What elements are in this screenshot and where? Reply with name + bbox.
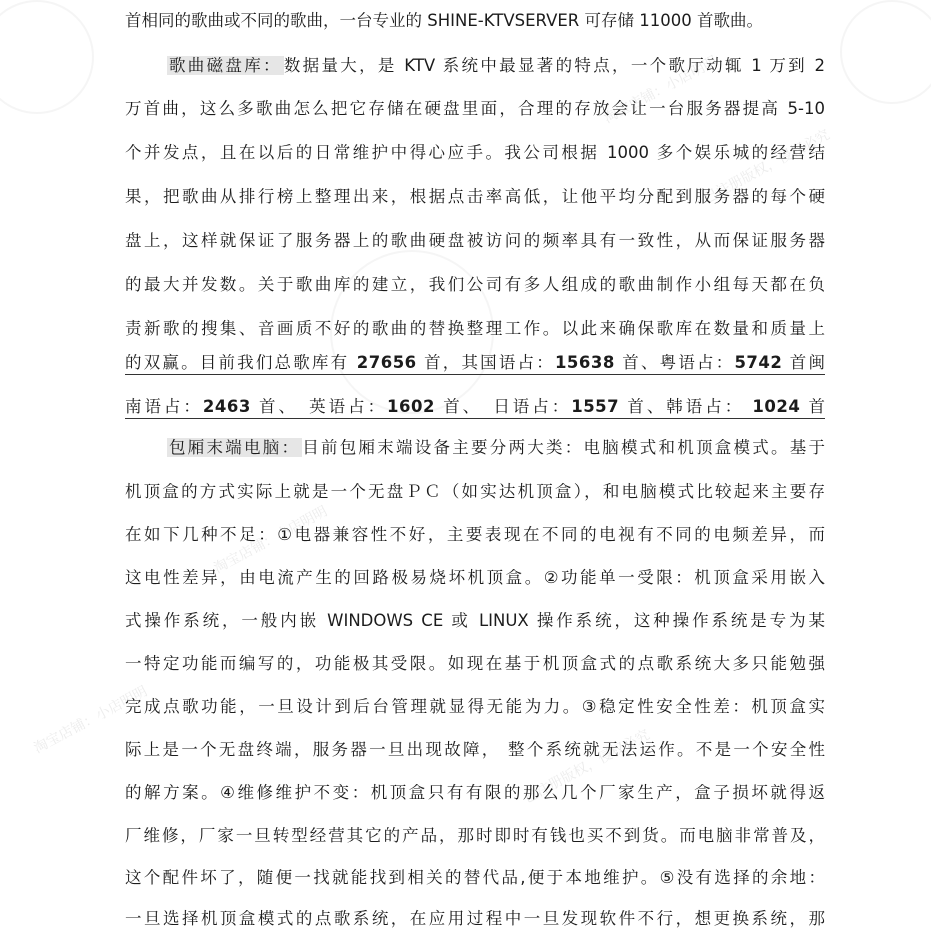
stat-english: 1602 [387, 397, 435, 416]
stat-cantonese: 5742 [734, 353, 783, 372]
text-line: 在如下几种不足：①电器兼容性不好，主要表现在不同的电视有不同的电频差异，而 [125, 525, 825, 544]
text-line: 责新歌的搜集、音画质不好的歌曲的替换整理工作。以此来确保歌库在数量和质量上 [125, 319, 825, 338]
stats-line [125, 396, 825, 419]
text-span: 首、韩语占： [619, 397, 753, 416]
watermark-logo [0, 0, 94, 114]
text-span: 首、 日语占： [434, 397, 572, 416]
text-span: 首闽 [782, 353, 825, 372]
text-line: 式操作系统，一般内嵌 WINDOWS CE 或 LINUX 操作系统，这种操作系统是专为某 [125, 611, 825, 630]
watermark-text: 淘宝店铺：小店明明 [601, 53, 721, 127]
text-line: 机顶盒的方式实际上就是一个无盘ＰＣ（如实达机顶盒），和电脑模式比较起来主要存 [125, 482, 825, 501]
text-span: 首，其国语占： [416, 353, 555, 372]
stat-korean: 1024 [752, 397, 801, 416]
text-span: 南语占： [125, 397, 203, 416]
text-line: 际上是一个无盘终端，服务器一旦出现故障， 整个系统就无法运作。不是一个安全性 [125, 740, 825, 759]
text-line: 的最大并发数。关于歌曲库的建立，我们公司有多人组成的歌曲制作小组每天都在负 [125, 275, 825, 294]
text-line: 一特定功能而编写的，功能极其受限。如现在基于机顶盒式的点歌系统大多只能勉强 [125, 654, 825, 673]
text-line [167, 437, 825, 459]
watermark-text: 已注册版权，侵权必究 [701, 126, 833, 207]
text-line: 首相同的歌曲或不同的歌曲，一台专业的 SHINE-KTVSERVER 可存储 11000 首歌曲。 [125, 11, 763, 30]
text-span: 的双赢。目前我们总歌库有 [125, 353, 357, 372]
text-line: 盘上，这样就保证了服务器上的歌曲硬盘被访问的频率具有一致性，从而保证服务器 [125, 231, 825, 250]
text-line: 个并发点，且在以后的日常维护中得心应手。我公司根据 1000 多个娱乐城的经营结 [125, 143, 825, 162]
text-line: 果，把歌曲从排行榜上整理出来，根据点击率高低，让他平均分配到服务器的每个硬 [125, 187, 825, 206]
watermark-text: 淘宝店铺：小店明明 [211, 503, 331, 577]
text-span: 数据量大，是 KTV 系统中最显著的特点，一个歌厅动辄 1 万到 2 [283, 56, 825, 75]
text-line: 的解方案。④维修维护不变：机顶盒只有有限的那么几个厂家生产，盒子损坏就得返 [125, 783, 825, 802]
watermark-text: 已注册版权，侵权必究 [521, 726, 653, 807]
text-line: 一旦选择机顶盒模式的点歌系统，在应用过程中一旦发现软件不行，想更换系统，那 [125, 909, 825, 928]
text-span: 目前包厢末端设备主要分两大类：电脑模式和机顶盒模式。基于 [302, 438, 825, 457]
section-heading-terminal: 包厢末端电脑： [169, 438, 301, 457]
stats-line [125, 352, 825, 375]
text-line: 完成点歌功能，一旦设计到后台管理就显得无能为力。③稳定性安全性差：机顶盒实 [125, 697, 825, 716]
stat-hokkien: 2463 [202, 397, 251, 416]
watermark-logo [840, 0, 931, 104]
watermark-text: 淘宝店铺：小店明明 [31, 683, 151, 757]
text-span: 首、 英语占： [250, 397, 388, 416]
text-span: 首 [800, 397, 825, 416]
text-line: 这个配件坏了，随便一找就能找到相关的替代品,便于本地维护。⑤没有选择的余地： [125, 868, 825, 887]
text-span: 首、粤语占： [614, 353, 735, 372]
stat-mandarin: 15638 [554, 353, 615, 372]
text-line [167, 55, 825, 77]
text-line: 这电性差异，由电流产生的回路极易烧坏机顶盒。②功能单一受限：机顶盒采用嵌入 [125, 568, 825, 587]
stat-total: 27656 [356, 353, 417, 372]
section-heading-song-library: 歌曲磁盘库： [169, 56, 282, 75]
text-line: 厂维修，厂家一旦转型经营其它的产品，那时即时有钱也买不到货。而电脑非常普及， [125, 826, 825, 845]
stat-japanese: 1557 [571, 397, 620, 416]
text-line: 万首曲，这么多歌曲怎么把它存储在硬盘里面，合理的存放会让一台服务器提高 5-10 [125, 99, 825, 118]
